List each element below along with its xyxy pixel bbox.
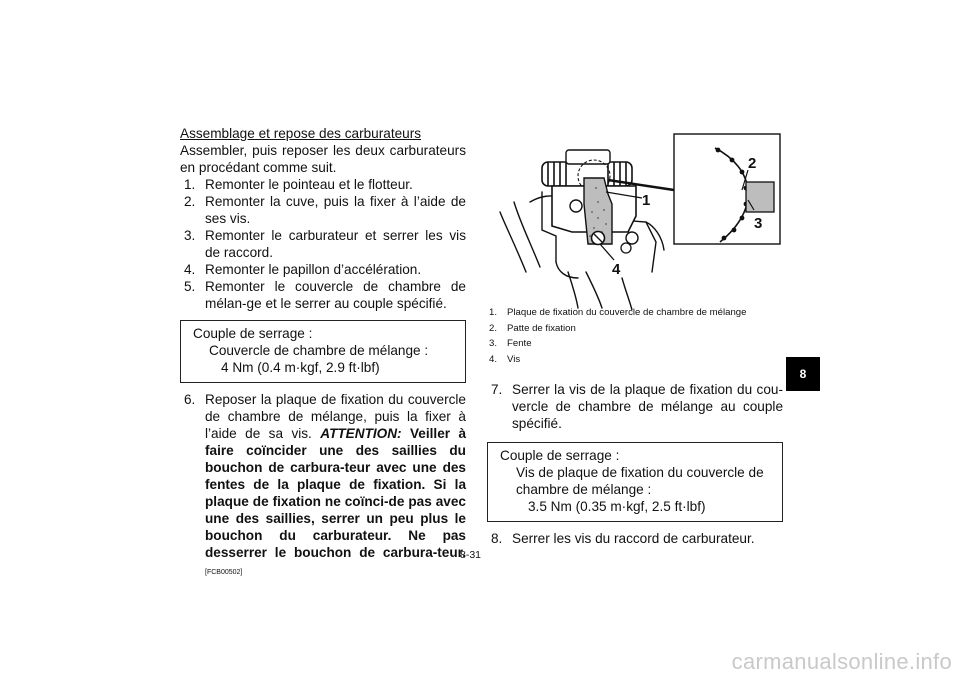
- torque-part: Couvercle de chambre de mélange :: [209, 343, 429, 358]
- torque-box-plate-screw: [487, 442, 783, 522]
- caption-1: 1. Plaque de fixation du couvercle de chambre de mélange: [489, 307, 747, 318]
- step-2: 2. Remonter la cuve, puis la fixer à l’aide de ses vis.: [184, 194, 466, 226]
- callout-3: 3: [754, 215, 763, 232]
- chapter-tab: 8: [786, 357, 820, 391]
- watermark: carmanualsonline.info: [731, 649, 952, 674]
- step-8: 8. Serrer les vis du raccord de carburateur.: [491, 531, 755, 546]
- step-7: 7. Serrer la vis de la plaque de fixation du cou-vercle de chambre de mélange au couple spécifié.: [491, 382, 783, 431]
- step-6: 6. Reposer la plaque de fixation du couvercle de chambre de mélange, puis la fixer à l’aide de sa vis. ATTENTION: Veiller à faire coïncider une des saillies du bouchon de carbura-teur avec une des fentes de la plaque de fixation. Si la plaque de fixation ne coïnci-de pas avec une des saillies, serrer un peu plus le bouchon du carburateur. Ne pas desserrer le bouchon de carbura-teur.[FCB00502]: [184, 392, 467, 576]
- attention-text: Veiller à faire coïncider une des saillies du bouchon de carbura-teur avec une des fentes de la plaque de fixation. Si la plaque de fixation ne coïnci-de pas avec une des saillies, serrer un peu plus le bouchon du carburateur. Ne pas desserrer le bouchon de carbura-teur.: [205, 426, 467, 560]
- page-number: 8-31: [460, 549, 482, 561]
- callout-1: 1: [642, 192, 651, 209]
- torque-value: 3.5 Nm (0.35 m·kgf, 2.5 ft·lbf): [528, 499, 706, 514]
- attention-label: ATTENTION:: [320, 426, 402, 441]
- intro-paragraph: Assembler, puis reposer les deux carburateurs en procédant comme suit.: [180, 143, 466, 175]
- caption-3: 3. Fente: [489, 338, 532, 349]
- figure-captions: [487, 305, 783, 367]
- step-1: 1. Remonter le pointeau et le flotteur.: [184, 177, 413, 192]
- attention-code: [FCB00502]: [205, 569, 243, 576]
- callout-4: 4: [612, 261, 621, 278]
- torque-part: Vis de plaque de fixation du couvercle de chambre de mélange :: [516, 465, 764, 497]
- caption-2: 2. Patte de fixation: [489, 322, 576, 334]
- right-column: [487, 305, 783, 547]
- section-heading: Assemblage et repose des carburateurs: [180, 126, 422, 141]
- left-column: [180, 125, 466, 581]
- step-3: 3. Remonter le carburateur et serrer les vis de raccord.: [184, 228, 466, 260]
- torque-box-mixing-chamber-cover: [180, 320, 466, 383]
- torque-value: 4 Nm (0.4 m·kgf, 2.9 ft·lbf): [221, 360, 380, 375]
- step-5: 5. Remonter le couvercle de chambre de mélan-ge et le serrer au couple spécifié.: [184, 279, 466, 311]
- torque-title: Couple de serrage :: [193, 326, 313, 341]
- carburetor-illustration: [496, 132, 786, 310]
- step-4: 4. Remonter le papillon d’accélération.: [184, 262, 422, 277]
- torque-title: Couple de serrage :: [500, 448, 620, 463]
- caption-4: 4. Vis: [489, 353, 521, 365]
- callout-2: 2: [748, 155, 757, 172]
